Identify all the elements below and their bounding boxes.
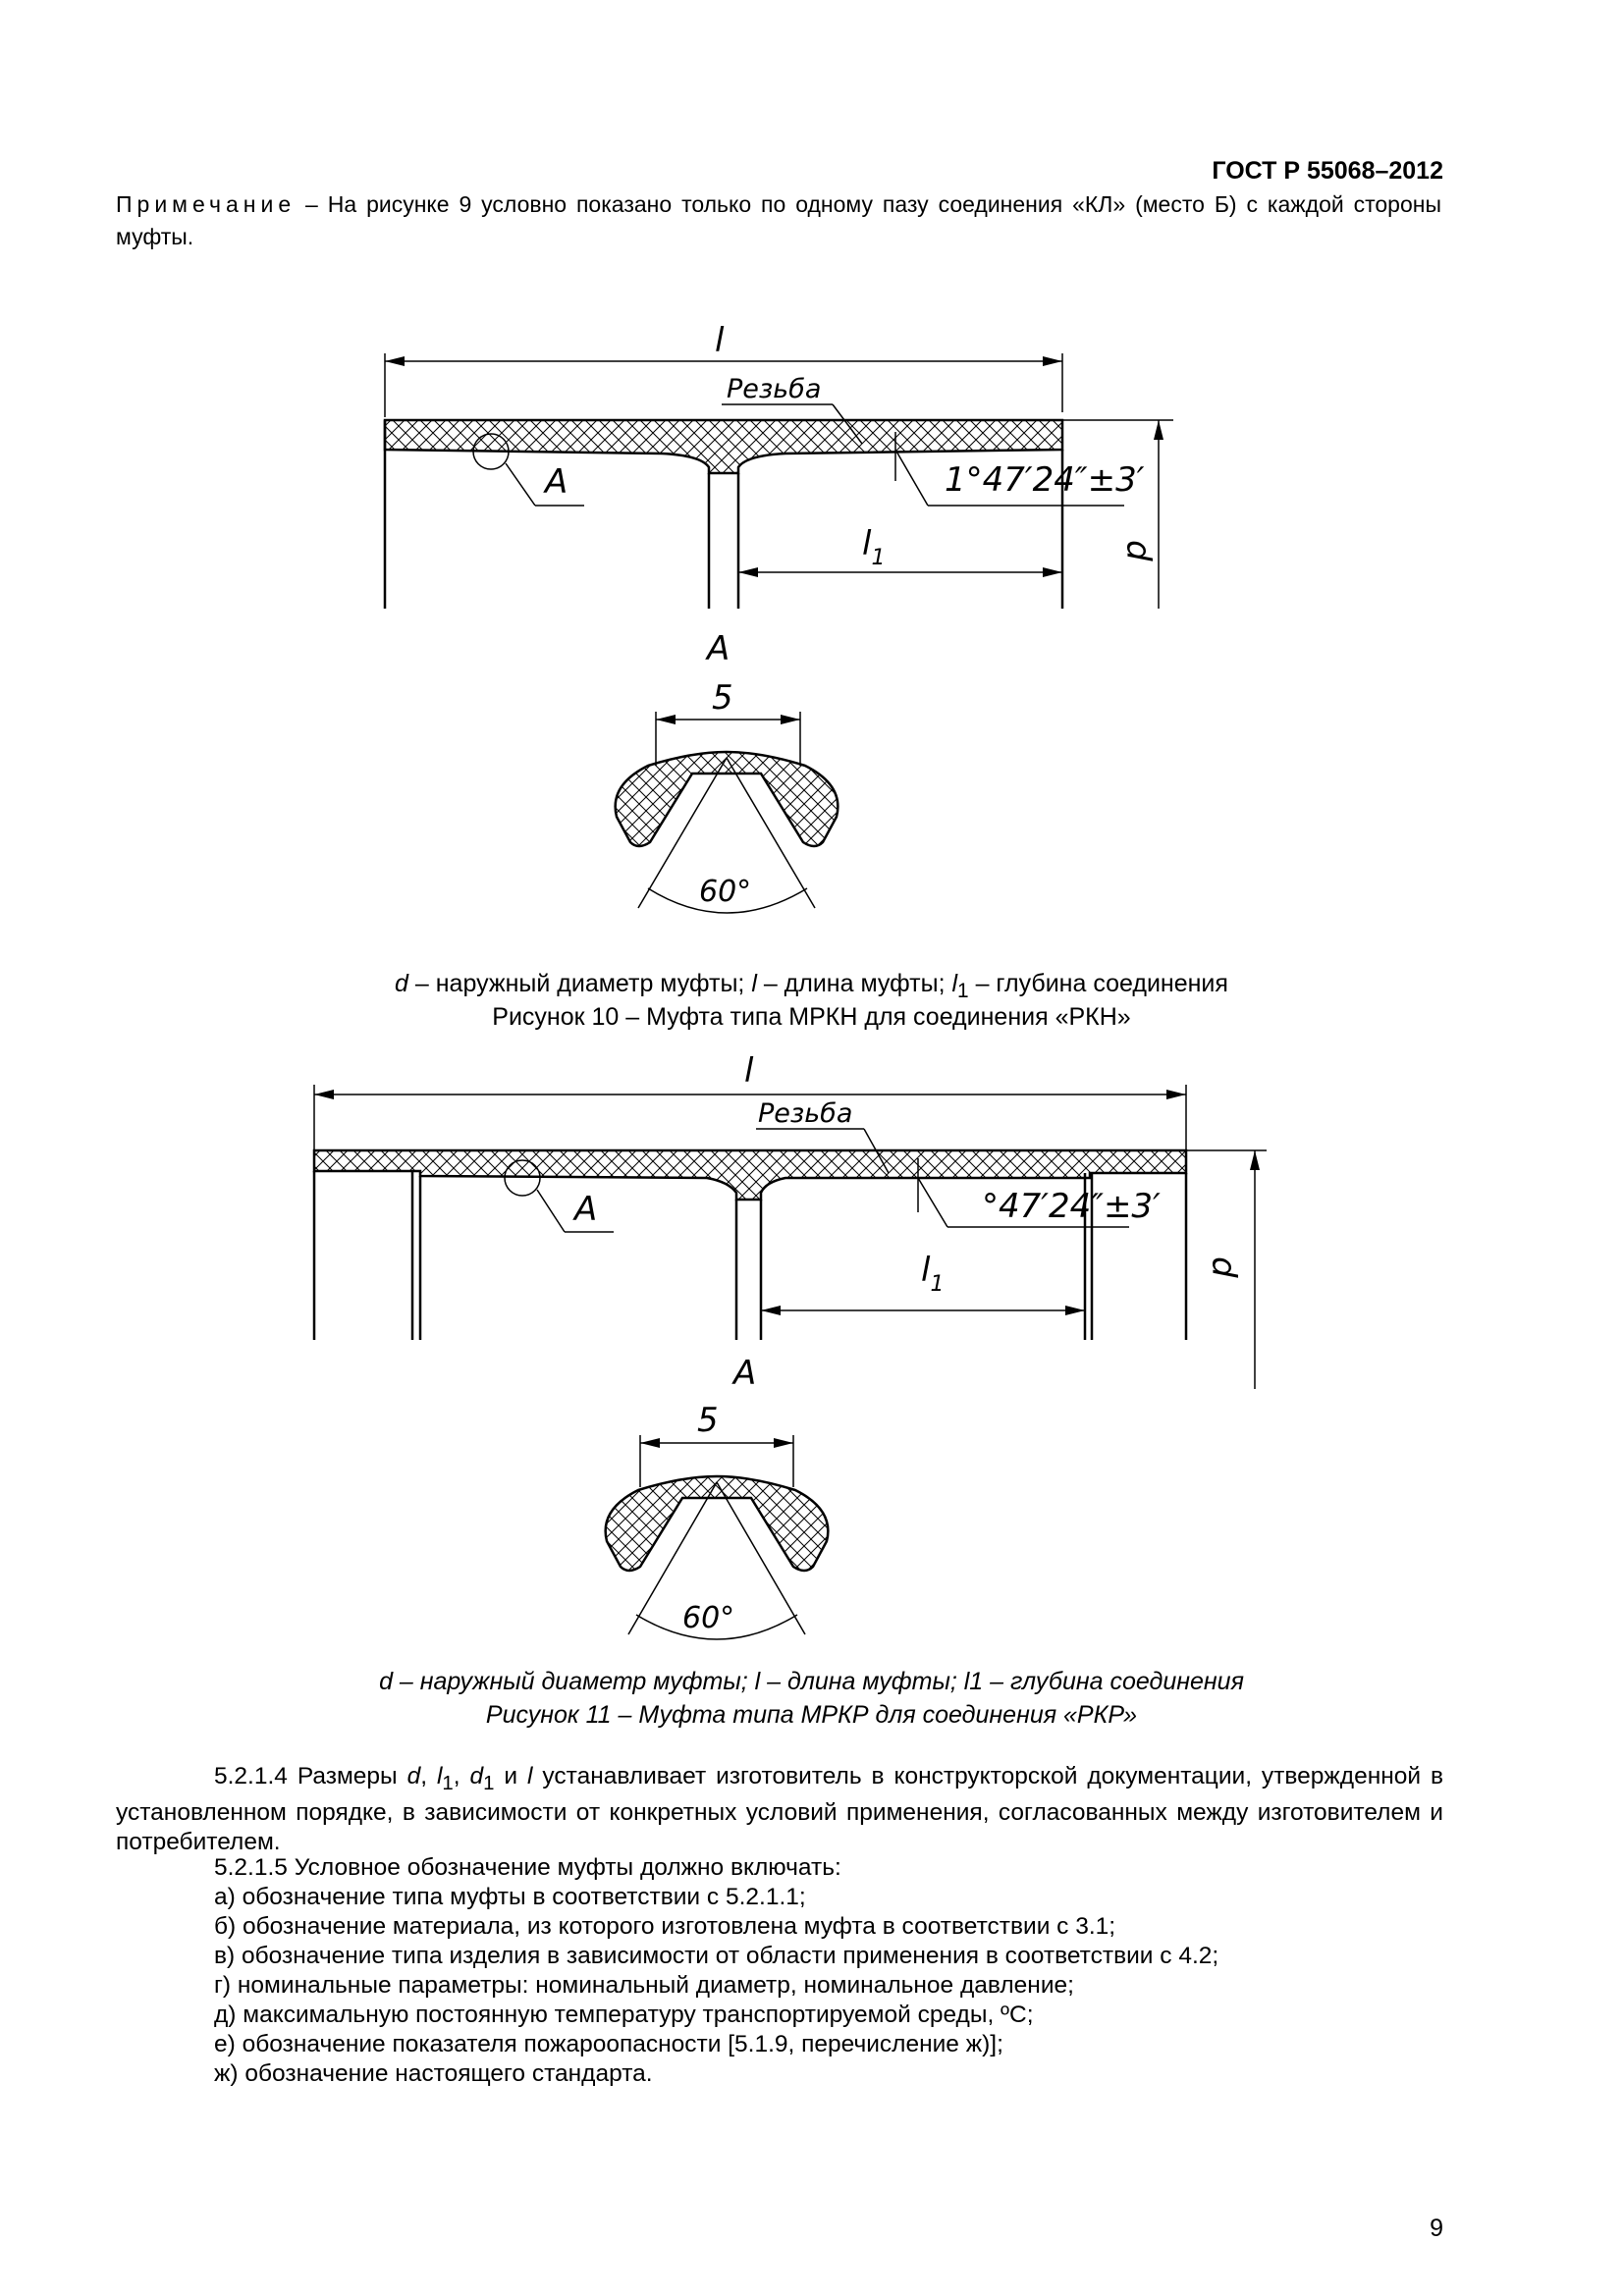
legend-l1-text: – глубина соединения bbox=[968, 970, 1228, 997]
fig10-label-a-view: А bbox=[707, 629, 730, 668]
symbol-d1: d bbox=[469, 1763, 484, 1789]
list-item: д) максимальную постоянную температуру транспортируемой среды, ºС; bbox=[214, 2002, 1034, 2028]
fig10-label-l1 bbox=[862, 524, 885, 570]
figure-10-drawing bbox=[0, 0, 1623, 942]
p5214-and: и bbox=[494, 1763, 528, 1789]
fig11-label-d: d bbox=[1204, 1256, 1243, 1278]
fig11-label-l1-main: l bbox=[921, 1251, 931, 1290]
page-number: 9 bbox=[1430, 2215, 1443, 2242]
fig10-label-l1-sub: 1 bbox=[871, 546, 886, 570]
list-item: г) номинальные параметры: номинальный диаметр, номинальное давление; bbox=[214, 1972, 1074, 1999]
fig10-label-d: d bbox=[1118, 540, 1158, 561]
fig11-label-a-view: А bbox=[733, 1354, 757, 1393]
symbol-l: l bbox=[527, 1763, 533, 1789]
list-item: е) обозначение показателя пожароопасности [5.1.9, перечисление ж)]; bbox=[214, 2031, 1003, 2057]
list-item: в) обозначение типа изделия в зависимости от области применения в соответствии с 4.2; bbox=[214, 1943, 1219, 1969]
p5214-comma-1: , bbox=[420, 1763, 437, 1789]
symbol-l1: l bbox=[951, 970, 958, 997]
symbol-d1-sub: 1 bbox=[483, 1772, 495, 1794]
list-item: ж) обозначение настоящего стандарта. bbox=[214, 2060, 653, 2087]
symbol-l: l bbox=[751, 970, 757, 997]
fig11-label-angle: °47′24″±3′ bbox=[982, 1187, 1161, 1226]
fig11-label-pitch: 5 bbox=[697, 1401, 719, 1440]
fig10-label-l: l bbox=[715, 321, 725, 360]
standard-number: ГОСТ Р 55068–2012 bbox=[1212, 157, 1443, 185]
fig10-label-a-callout: А bbox=[545, 462, 568, 502]
fig10-label-thread: Резьба bbox=[727, 374, 822, 404]
p5214-comma-2: , bbox=[453, 1763, 470, 1789]
list-item: б) обозначение материала, из которого изготовлена муфта в соответствии с 3.1; bbox=[214, 1913, 1116, 1940]
symbol-l1-sub: 1 bbox=[442, 1772, 454, 1794]
legend-d-text: – наружный диаметр муфты; bbox=[407, 970, 752, 997]
note-dash: – bbox=[296, 191, 328, 217]
list-item: а) обозначение типа муфты в соответствии с 5.2.1.1; bbox=[214, 1884, 806, 1910]
figure-10-caption: Рисунок 10 – Муфта типа МРКН для соединения «РКН» bbox=[492, 1003, 1131, 1031]
fig10-label-angle: 1°47′24″±3′ bbox=[945, 460, 1145, 500]
note-label: Примечание bbox=[116, 191, 297, 217]
fig11-label-l: l bbox=[744, 1051, 754, 1091]
symbol-d: d bbox=[395, 970, 408, 997]
symbol-l1: l bbox=[436, 1763, 443, 1789]
fig11-label-l1 bbox=[921, 1251, 944, 1297]
fig10-label-l1-main: l bbox=[862, 524, 872, 563]
paragraph-5-2-1-4 bbox=[116, 1762, 1443, 1857]
note-text: На рисунке 9 условно показано только по одному пазу соединения «КЛ» (место Б) с каждой стороны муфты. bbox=[116, 191, 1441, 249]
fig11-label-l1-sub: 1 bbox=[930, 1272, 945, 1297]
fig11-label-a-callout: А bbox=[574, 1190, 598, 1229]
symbol-d: d bbox=[406, 1763, 421, 1789]
figure-11-caption: Рисунок 11 – Муфта типа МРКР для соединения «РКР» bbox=[485, 1701, 1138, 1729]
figure-11-legend: d – наружный диаметр муфты; l – длина муфты; l1 – глубина соединения bbox=[379, 1668, 1244, 1695]
symbol-l1-sub: 1 bbox=[957, 980, 969, 1002]
fig10-label-pitch: 5 bbox=[712, 678, 733, 718]
legend-l-text: – длина муфты; bbox=[756, 970, 952, 997]
paragraph-5-2-1-5: 5.2.1.5 Условное обозначение муфты должно включать: bbox=[214, 1854, 841, 1881]
fig10-label-60: 60° bbox=[699, 875, 752, 909]
figure-11-drawing bbox=[0, 1050, 1623, 1679]
p5214-lead: 5.2.1.4 Размеры bbox=[214, 1763, 407, 1789]
fig11-label-thread: Резьба bbox=[758, 1098, 853, 1129]
p5214-rest: устанавливает изготовитель в конструкторской документации, утвержденной в установленном порядке, в зависимости от конкретных условий применения, согласованных между изготовителем и потребителем. bbox=[116, 1763, 1443, 1855]
fig11-label-60: 60° bbox=[682, 1601, 735, 1635]
